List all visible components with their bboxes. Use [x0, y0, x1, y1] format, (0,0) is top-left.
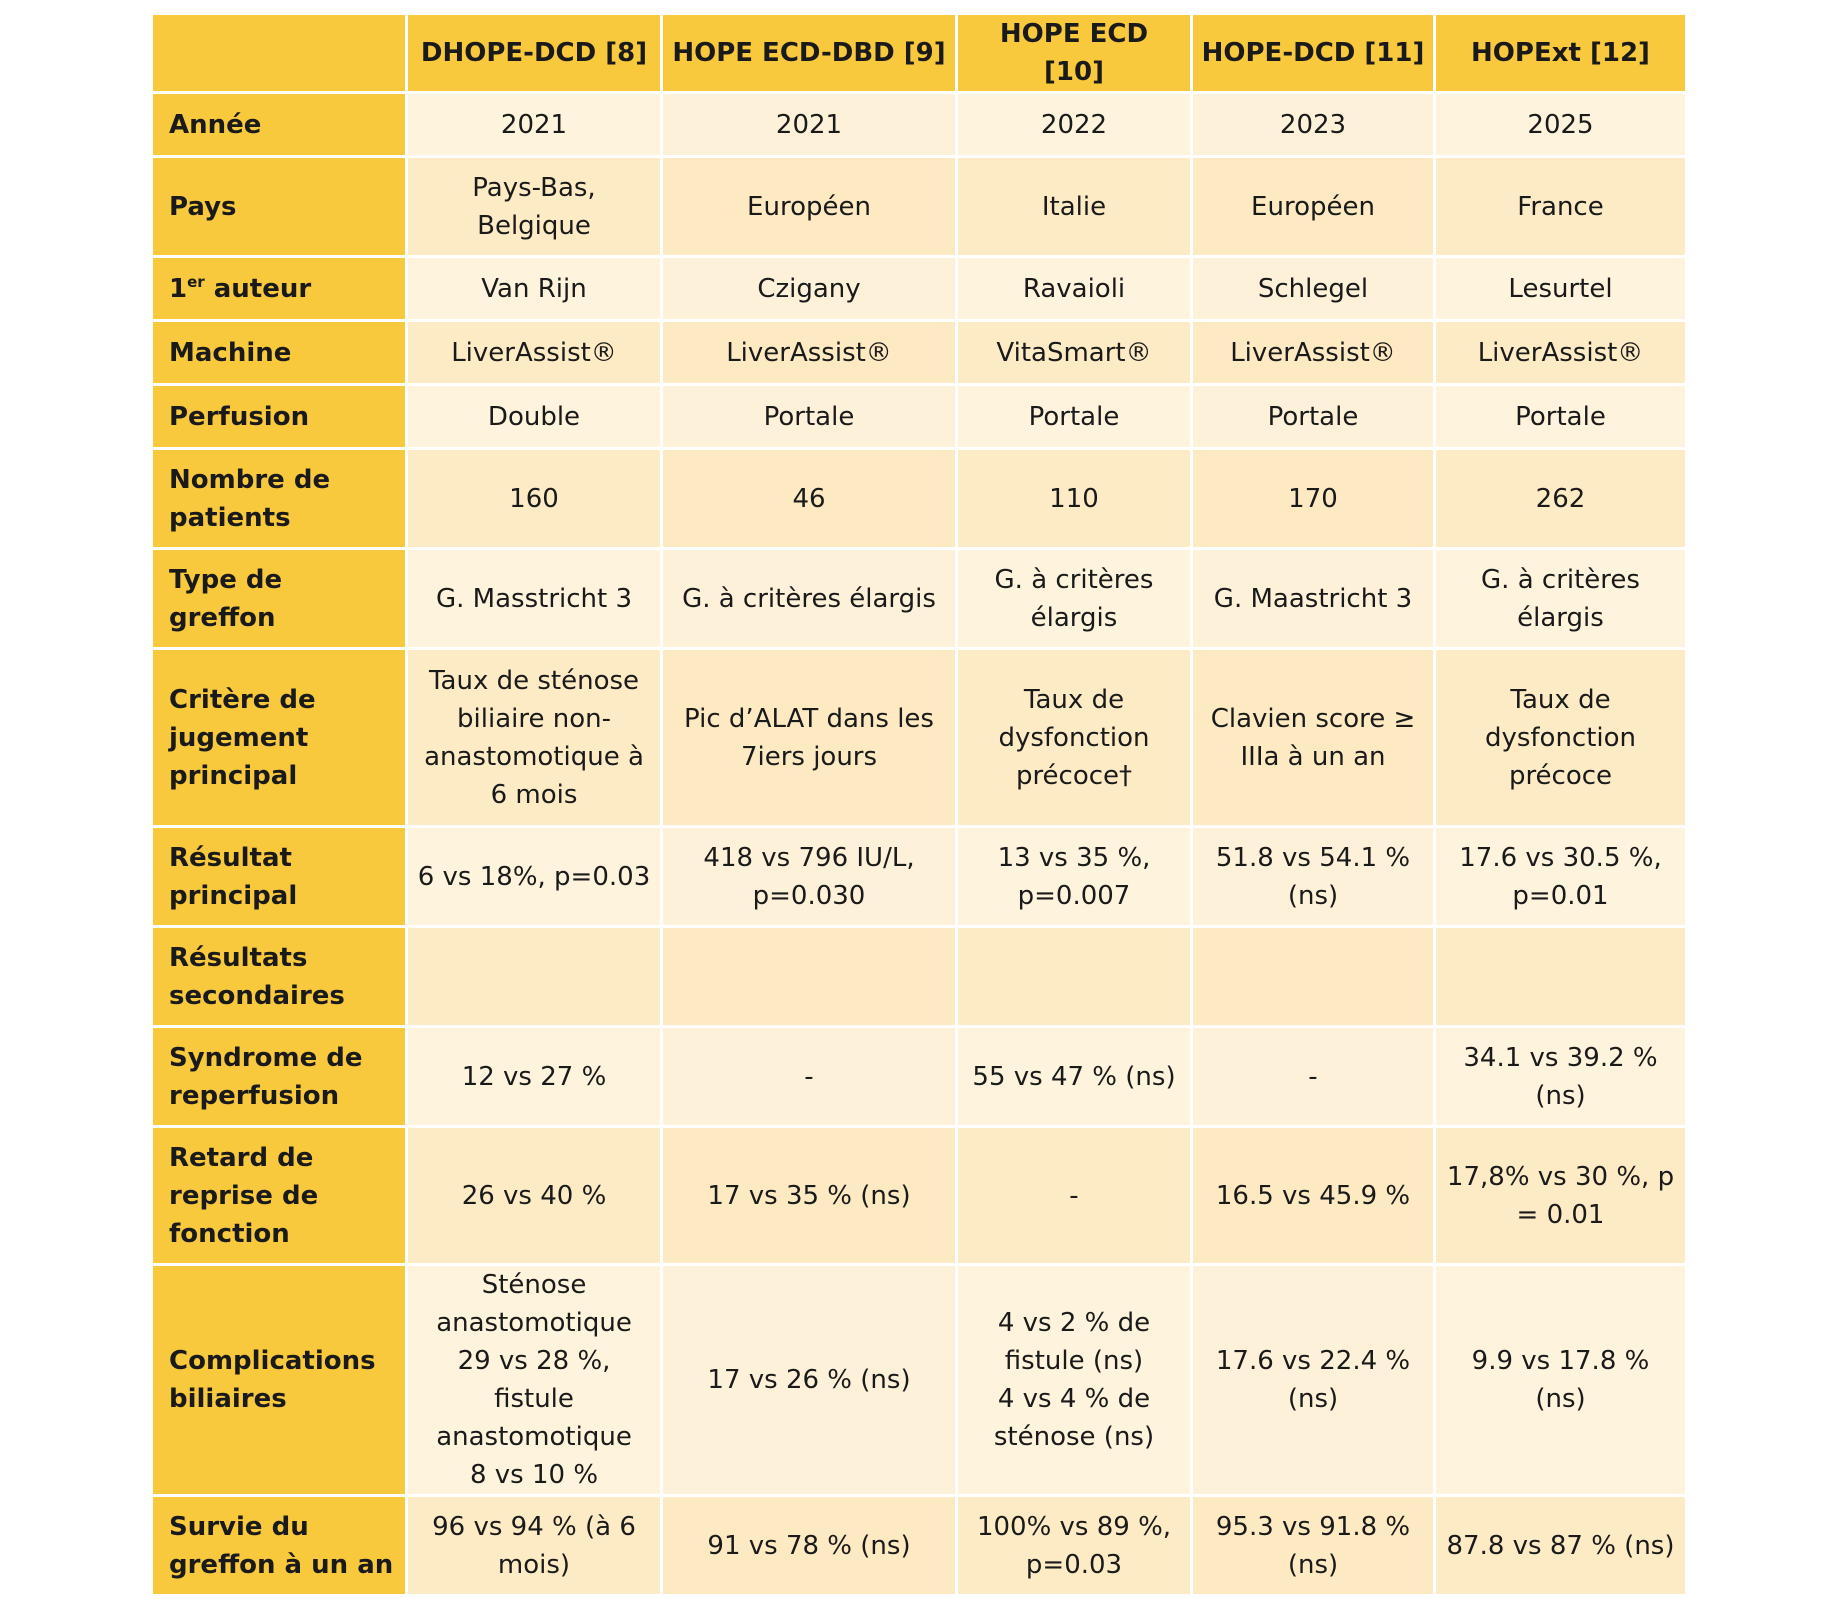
table-cell — [1435, 1265, 1687, 1496]
row-pays — [152, 157, 1687, 257]
table-cell — [957, 927, 1192, 1027]
table-cell — [407, 649, 662, 827]
table-cell — [407, 449, 662, 549]
table-cell-text: G. Masstricht 3 — [435, 583, 632, 614]
table-cell-text: VitaSmart® — [996, 337, 1152, 368]
row-label-text: Perfusion — [169, 401, 310, 432]
table-cell — [1192, 1496, 1435, 1596]
table-cell — [1435, 93, 1687, 157]
table-cell — [407, 827, 662, 927]
table-cell — [957, 649, 1192, 827]
table-cell — [957, 93, 1192, 157]
table-cell-text: 418 vs 796 IU/L, p=0.030 — [703, 842, 915, 911]
row-survie-greffon — [152, 1496, 1687, 1596]
table-cell — [1435, 1496, 1687, 1596]
row-perfusion — [152, 385, 1687, 449]
table-cell-text: 2025 — [1527, 109, 1594, 140]
table-cell — [662, 157, 957, 257]
table-cell — [1435, 385, 1687, 449]
header-row — [152, 14, 1687, 93]
table-cell — [957, 385, 1192, 449]
row-label-annee — [152, 93, 407, 157]
header-hope-dcd: HOPE-DCD [11] — [1192, 14, 1435, 93]
row-label-nombre-patients — [152, 449, 407, 549]
table-cell-text: 17.6 vs 30.5 %, p=0.01 — [1459, 842, 1662, 911]
row-label-retard-reprise — [152, 1127, 407, 1265]
row-label-text: Machine — [169, 337, 292, 368]
table-cell — [957, 827, 1192, 927]
table-cell-text: 55 vs 47 % (ns) — [972, 1061, 1176, 1092]
row-label-complications-biliaires — [152, 1265, 407, 1496]
table-cell — [662, 549, 957, 649]
table-cell-text: 87.8 vs 87 % (ns) — [1446, 1530, 1675, 1561]
table-cell-text: LiverAssist® — [1477, 337, 1644, 368]
row-label-text: Complications biliaires — [169, 1346, 376, 1414]
row-label-rest: auteur — [204, 273, 312, 304]
table-cell-text: Sténose anastomotique 29 vs 28 %, fistule anastomotique 8 vs 10 % — [436, 1270, 632, 1490]
table-cell-text: Schlegel — [1257, 273, 1369, 304]
table-cell — [957, 1027, 1192, 1127]
table-cell-text: - — [804, 1061, 814, 1092]
table-cell — [662, 827, 957, 927]
table-cell — [1192, 385, 1435, 449]
table-cell-text: Czigany — [757, 273, 861, 304]
table-cell — [662, 649, 957, 827]
table-cell-text: Pays-Bas, Belgique — [472, 172, 596, 241]
table-cell — [957, 1496, 1192, 1596]
table-cell — [1435, 649, 1687, 827]
table-cell — [957, 449, 1192, 549]
table-cell-text: 17 vs 35 % (ns) — [707, 1180, 911, 1211]
row-label-machine — [152, 321, 407, 385]
table-cell — [662, 321, 957, 385]
table-cell-text: 2021 — [500, 109, 568, 140]
row-label-perfusion — [152, 385, 407, 449]
row-label-text: Résultats secondaires — [169, 942, 345, 1011]
table-cell — [407, 549, 662, 649]
table-cell-text: 170 — [1288, 483, 1338, 514]
table-cell — [1192, 1127, 1435, 1265]
row-label-type-greffon — [152, 549, 407, 649]
table-cell-text: 9.9 vs 17.8 % (ns) — [1471, 1346, 1650, 1414]
table-cell — [957, 257, 1192, 321]
table-cell — [1192, 549, 1435, 649]
comparison-table — [150, 12, 1688, 1597]
table-cell-text: 17,8% vs 30 %, p = 0.01 — [1446, 1161, 1675, 1230]
table-cell — [1435, 257, 1687, 321]
row-machine — [152, 321, 1687, 385]
row-label-text: Année — [169, 109, 262, 140]
table-cell-text: Taux de dysfonction précoce† — [998, 684, 1150, 791]
table-cell-text: 16.5 vs 45.9 % — [1215, 1180, 1411, 1211]
table-cell-text: G. à critères élargis — [994, 564, 1154, 633]
table-cell — [1435, 827, 1687, 927]
table-cell-text: 34.1 vs 39.2 % (ns) — [1463, 1042, 1658, 1111]
table-cell-text: Pic d’ALAT dans les 7iers jours — [684, 703, 934, 772]
table-cell — [957, 549, 1192, 649]
table-cell — [1192, 321, 1435, 385]
table-cell-text: 17 vs 26 % (ns) — [707, 1365, 911, 1395]
table-cell-text: 262 — [1535, 483, 1586, 514]
table-cell-text: G. Maastricht 3 — [1213, 583, 1413, 614]
table-cell — [407, 257, 662, 321]
row-label-survie-greffon — [152, 1496, 407, 1596]
table-cell-text: Taux de dysfonction précoce — [1484, 684, 1637, 791]
table-cell — [1192, 927, 1435, 1027]
table-cell — [1435, 157, 1687, 257]
row-retard-reprise — [152, 1127, 1687, 1265]
table-cell-text: Double — [487, 401, 581, 432]
row-label-resultats-secondaires — [152, 927, 407, 1027]
table-cell-text: 91 vs 78 % (ns) — [707, 1530, 911, 1561]
table-cell — [1435, 321, 1687, 385]
table-cell-text: Européen — [1251, 191, 1375, 222]
row-resultat-principal — [152, 827, 1687, 927]
table-cell — [407, 385, 662, 449]
table-cell-text: 4 vs 2 % de fistule (ns) 4 vs 4 % de sténose (ns) — [993, 1308, 1155, 1452]
row-label-resultat-principal — [152, 827, 407, 927]
table-cell-text: 51.8 vs 54.1 % (ns) — [1215, 842, 1411, 911]
table-cell-text: Portale — [763, 401, 855, 432]
table-cell-text: 110 — [1049, 483, 1099, 514]
table-cell-text: 2021 — [775, 109, 843, 140]
table-cell-text: Italie — [1041, 191, 1107, 222]
row-label-premier-auteur — [152, 257, 407, 321]
table-cell-text: - — [1069, 1180, 1079, 1211]
row-label-text: Retard de reprise de fonction — [169, 1142, 319, 1249]
table-cell-text: LiverAssist® — [726, 337, 892, 368]
table-cell — [1192, 93, 1435, 157]
table-cell — [662, 449, 957, 549]
row-label-superscript: er — [187, 272, 205, 291]
table-cell — [957, 321, 1192, 385]
row-label-main: 1 — [169, 273, 188, 304]
row-complications-biliaires — [152, 1265, 1687, 1496]
table-cell-text: 46 — [792, 483, 826, 514]
table-cell-text: Taux de sténose biliaire non- anastomotique à 6 mois — [424, 665, 644, 810]
table-cell-text: 13 vs 35 %, p=0.007 — [997, 842, 1151, 911]
table-cell — [1435, 1127, 1687, 1265]
table-cell — [662, 1265, 957, 1496]
table-cell — [957, 1265, 1192, 1496]
table-cell — [662, 1027, 957, 1127]
table-cell — [1435, 449, 1687, 549]
table-cell-text: Lesurtel — [1508, 273, 1613, 304]
table-cell-text: 2022 — [1040, 109, 1108, 140]
table-cell-text: G. à critères élargis — [1481, 564, 1640, 633]
table-cell — [1192, 157, 1435, 257]
table-cell-text: LiverAssist® — [451, 337, 617, 368]
table-cell — [1192, 257, 1435, 321]
row-label-text: Résultat principal — [169, 842, 298, 911]
row-label-text: Nombre de patients — [169, 464, 331, 533]
row-nombre-patients — [152, 449, 1687, 549]
table-cell — [662, 927, 957, 1027]
row-type-greffon — [152, 549, 1687, 649]
row-syndrome-reperfusion — [152, 1027, 1687, 1127]
table-cell-text: 160 — [509, 483, 559, 514]
table-cell-text: Van Rijn — [481, 273, 587, 304]
table-cell-text: 26 vs 40 % — [461, 1180, 607, 1211]
table-cell — [407, 1496, 662, 1596]
table-cell — [1435, 1027, 1687, 1127]
table-cell — [957, 157, 1192, 257]
table-cell — [407, 1265, 662, 1496]
table-cell-text: 96 vs 94 % (à 6 mois) — [432, 1511, 636, 1580]
header-hopext: HOPExt [12] — [1435, 14, 1687, 93]
row-label-text: Survie du greffon à un an — [169, 1511, 394, 1580]
table-cell — [957, 1127, 1192, 1265]
table-cell-text: 12 vs 27 % — [461, 1061, 607, 1092]
row-premier-auteur — [152, 257, 1687, 321]
table-cell — [1435, 927, 1687, 1027]
table-cell-text: Portale — [1267, 401, 1359, 432]
table-cell-text: 17.6 vs 22.4 % (ns) — [1215, 1346, 1411, 1414]
header-hope-ecd-dbd: HOPE ECD-DBD [9] — [662, 14, 957, 93]
table-cell — [1192, 1027, 1435, 1127]
table-cell-text: Ravaioli — [1022, 273, 1126, 304]
table-cell — [407, 321, 662, 385]
table-cell — [407, 1027, 662, 1127]
table-cell-text: France — [1517, 191, 1604, 222]
table-cell-text: Européen — [747, 191, 871, 222]
table-cell — [407, 93, 662, 157]
row-label-text: Type de greffon — [169, 564, 283, 633]
table-cell-text: Clavien score ≥ IIIa à un an — [1210, 703, 1416, 772]
header-hope-ecd: HOPE ECD [10] — [957, 14, 1192, 93]
table-cell — [1435, 549, 1687, 649]
table-cell — [1192, 827, 1435, 927]
table-cell — [407, 1127, 662, 1265]
table-cell-text: G. à critères élargis — [682, 583, 936, 614]
table-cell-text: 2023 — [1279, 109, 1347, 140]
table-cell — [662, 385, 957, 449]
table-cell-text: - — [1308, 1061, 1318, 1092]
row-label-pays — [152, 157, 407, 257]
row-label-syndrome-reperfusion — [152, 1027, 407, 1127]
table-cell — [1192, 1265, 1435, 1496]
table-cell — [662, 1127, 957, 1265]
row-annee — [152, 93, 1687, 157]
row-label-text: Pays — [169, 191, 237, 222]
table-cell — [662, 257, 957, 321]
table-cell-text: 6 vs 18%, p=0.03 — [417, 861, 651, 892]
row-label-critere-jugement — [152, 649, 407, 827]
header-dhope-dcd: DHOPE-DCD [8] — [407, 14, 662, 93]
row-resultats-secondaires — [152, 927, 1687, 1027]
table-cell-text: 100% vs 89 %, p=0.03 — [976, 1511, 1172, 1580]
table-cell-text: 95.3 vs 91.8 % (ns) — [1215, 1511, 1411, 1580]
table-cell — [1192, 649, 1435, 827]
row-critere-jugement — [152, 649, 1687, 827]
table-cell — [407, 927, 662, 1027]
table-cell — [662, 93, 957, 157]
row-label-text: Critère de jugement principal — [169, 684, 316, 791]
table-cell-text: LiverAssist® — [1230, 337, 1396, 368]
table-cell-text: Portale — [1515, 401, 1606, 432]
table-cell-text: Portale — [1028, 401, 1120, 432]
row-label-text: Syndrome de reperfusion — [169, 1042, 363, 1111]
table-cell — [1192, 449, 1435, 549]
header-corner — [152, 14, 407, 93]
table-cell — [407, 157, 662, 257]
table-cell — [662, 1496, 957, 1596]
